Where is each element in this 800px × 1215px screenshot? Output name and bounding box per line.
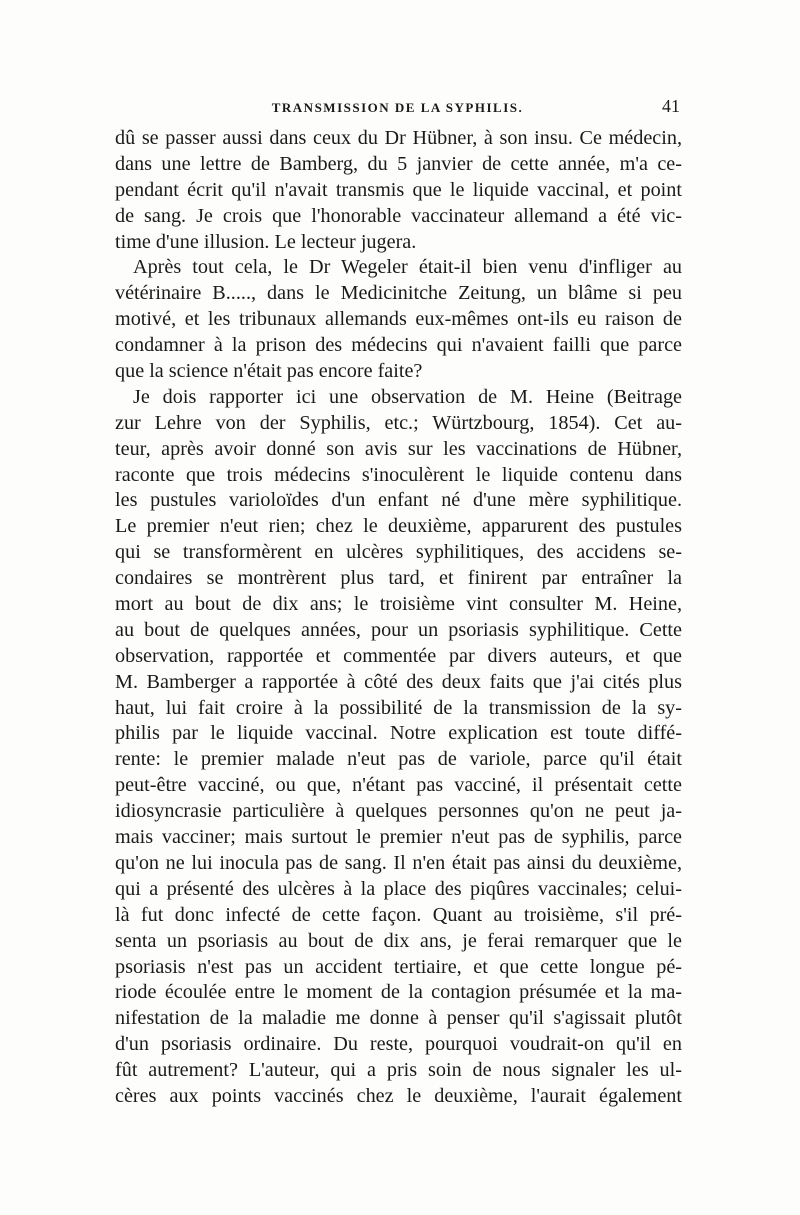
text-line: senta un psoriasis au bout de dix ans, je ferai remarquer que le [115, 929, 682, 952]
text-line: time d'une illusion. Le lecteur jugera. [115, 230, 417, 253]
running-title: TRANSMISSION DE LA SYPHILIS. [271, 100, 524, 115]
text-line: de sang. Je crois que l'honorable vaccinateur allemand a été vic- [115, 204, 682, 227]
text-line: teur, après avoir donné son avis sur les vaccinations de Hübner, [115, 437, 682, 460]
text-line: mais vacciner; mais surtout le premier n'eut pas de syphilis, parce [115, 826, 682, 849]
text-line: que la science n'était pas encore faite? [115, 360, 423, 383]
text-line: qui se transformèrent en ulcères syphilitiques, des accidens se- [115, 541, 682, 564]
text-line: les pustules varioloïdes d'un enfant né d'une mère syphilitique. [115, 489, 682, 512]
text-line: condaires se montrèrent plus tard, et finirent par entraîner la [115, 567, 682, 590]
page-header [115, 96, 680, 124]
text-line: mort au bout de dix ans; le troisième vint consulter M. Heine, [115, 593, 682, 616]
text-line: riode écoulée entre le moment de la contagion présumée et la ma- [115, 981, 682, 1004]
text-line: pendant écrit qu'il n'avait transmis que le liquide vaccinal, et point [115, 178, 682, 201]
text-line: psoriasis n'est pas un accident tertiaire, et que cette longue pé- [115, 955, 682, 978]
text-line: M. Bamberger a rapportée à côté des deux faits que j'ai cités plus [115, 670, 682, 693]
text-line: au bout de quelques années, pour un psoriasis syphilitique. Cette [115, 618, 682, 641]
text-line: cères aux points vaccinés chez le deuxième, l'aurait également [115, 1084, 682, 1107]
text-line: qu'on ne lui inocula pas de sang. Il n'en était pas ainsi du deuxième, [115, 851, 682, 874]
text-line: vétérinaire B....., dans le Medicinitche Zeitung, un blâme si peu [115, 282, 682, 305]
text-line: motivé, et les tribunaux allemands eux-mêmes ont-ils eu raison de [115, 308, 682, 331]
text-line: fût autrement? L'auteur, qui a pris soin de nous signaler les ul- [115, 1059, 682, 1082]
text-line: rente: le premier malade n'eut pas de variole, parce qu'il était [115, 748, 682, 771]
text-line: raconte que trois médecins s'inoculèrent le liquide contenu dans [115, 463, 682, 486]
text-line: dans une lettre de Bamberg, du 5 janvier de cette année, m'a ce- [115, 152, 682, 175]
text-line: d'un psoriasis ordinaire. Du reste, pourquoi voudrait-on qu'il en [115, 1033, 682, 1056]
text-line: là fut donc infecté de cette façon. Quant au troisième, s'il pré- [115, 903, 682, 926]
text-line: philis par le liquide vaccinal. Notre explication est toute diffé- [115, 722, 682, 745]
text-line: Après tout cela, le Dr Wegeler était-il bien venu d'infliger au [133, 256, 682, 279]
text-line: haut, lui fait croire à la possibilité de la transmission de la sy- [115, 696, 682, 719]
text-line: idiosyncrasie particulière à quelques personnes qu'on ne peut ja- [115, 800, 682, 823]
text-line: Le premier n'eut rien; chez le deuxième, apparurent des pustules [115, 515, 682, 538]
text-line: qui a présenté des ulcères à la place des piqûres vaccinales; celui- [115, 877, 682, 900]
text-line: condamner à la prison des médecins qui n'avaient failli que parce [115, 334, 682, 357]
text-line: zur Lehre von der Syphilis, etc.; Würtzbourg, 1854). Cet au- [115, 411, 682, 434]
text-line: nifestation de la maladie me donne à penser qu'il s'agissait plutôt [115, 1007, 682, 1030]
text-line: Je dois rapporter ici une observation de M. Heine (Beitrage [133, 385, 682, 408]
text-line: peut-être vacciné, ou que, n'étant pas vacciné, il présentait cette [115, 774, 682, 797]
page-number: 41 [662, 96, 680, 116]
text-line: dû se passer aussi dans ceux du Dr Hübner, à son insu. Ce médecin, [115, 127, 682, 149]
text-line: observation, rapportée et commentée par divers auteurs, et que [115, 644, 682, 667]
body-text [115, 126, 682, 1110]
